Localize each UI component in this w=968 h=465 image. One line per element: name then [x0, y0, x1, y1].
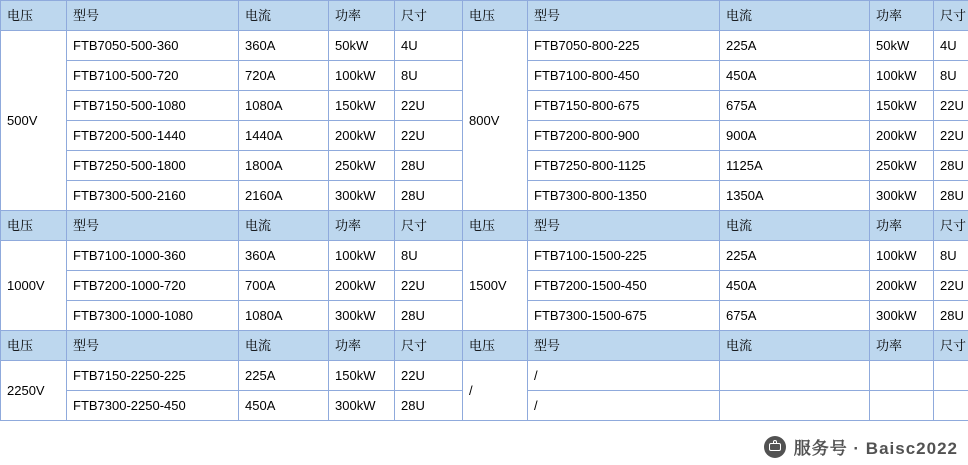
- size-cell: [934, 391, 968, 421]
- power-cell: 150kW: [329, 91, 395, 121]
- size-cell: 28U: [395, 391, 463, 421]
- col-header-model: 型号: [67, 211, 239, 241]
- model-cell: FTB7050-500-360: [67, 31, 239, 61]
- col-header-size: 尺寸: [395, 331, 463, 361]
- col-header-voltage: 电压: [1, 211, 67, 241]
- power-cell: 100kW: [329, 61, 395, 91]
- size-cell: 4U: [934, 31, 968, 61]
- power-cell: 250kW: [329, 151, 395, 181]
- current-cell: 1080A: [239, 301, 329, 331]
- col-header-size: 尺寸: [934, 211, 968, 241]
- power-cell: 100kW: [870, 61, 934, 91]
- table-row: [1, 241, 968, 271]
- model-cell: /: [528, 391, 720, 421]
- size-cell: 28U: [934, 181, 968, 211]
- table-header-row: [1, 211, 968, 241]
- voltage-group-cell: 2250V: [1, 361, 67, 421]
- col-header-voltage: 电压: [463, 1, 528, 31]
- current-cell: 1125A: [720, 151, 870, 181]
- wechat-account-icon: [764, 436, 786, 458]
- table-header-row: [1, 331, 968, 361]
- size-cell: 8U: [395, 241, 463, 271]
- table-row: [1, 361, 968, 391]
- power-cell: 200kW: [870, 271, 934, 301]
- model-cell: FTB7150-800-675: [528, 91, 720, 121]
- col-header-model: 型号: [67, 1, 239, 31]
- model-cell: FTB7250-500-1800: [67, 151, 239, 181]
- size-cell: 22U: [395, 91, 463, 121]
- voltage-group-cell: 500V: [1, 31, 67, 211]
- col-header-current: 电流: [239, 211, 329, 241]
- power-cell: 100kW: [329, 241, 395, 271]
- col-header-voltage: 电压: [1, 331, 67, 361]
- power-cell: [870, 361, 934, 391]
- size-cell: 22U: [395, 361, 463, 391]
- current-cell: 1800A: [239, 151, 329, 181]
- current-cell: 700A: [239, 271, 329, 301]
- size-cell: 22U: [395, 121, 463, 151]
- size-cell: 28U: [395, 181, 463, 211]
- current-cell: 900A: [720, 121, 870, 151]
- power-cell: 50kW: [870, 31, 934, 61]
- power-cell: 150kW: [870, 91, 934, 121]
- current-cell: 2160A: [239, 181, 329, 211]
- power-cell: 200kW: [329, 121, 395, 151]
- col-header-voltage: 电压: [463, 331, 528, 361]
- power-cell: 300kW: [870, 301, 934, 331]
- current-cell: 675A: [720, 91, 870, 121]
- current-cell: 675A: [720, 301, 870, 331]
- col-header-power: 功率: [329, 1, 395, 31]
- col-header-model: 型号: [528, 211, 720, 241]
- power-cell: 300kW: [329, 301, 395, 331]
- col-header-current: 电流: [239, 1, 329, 31]
- col-header-size: 尺寸: [395, 1, 463, 31]
- current-cell: 450A: [720, 271, 870, 301]
- current-cell: 450A: [720, 61, 870, 91]
- model-cell: FTB7250-800-1125: [528, 151, 720, 181]
- power-cell: 300kW: [329, 391, 395, 421]
- current-cell: 360A: [239, 241, 329, 271]
- size-cell: 28U: [395, 301, 463, 331]
- size-cell: [934, 361, 968, 391]
- size-cell: 8U: [934, 241, 968, 271]
- model-cell: FTB7150-500-1080: [67, 91, 239, 121]
- voltage-group-cell: /: [463, 361, 528, 421]
- model-cell: FTB7300-2250-450: [67, 391, 239, 421]
- col-header-model: 型号: [67, 331, 239, 361]
- current-cell: 450A: [239, 391, 329, 421]
- current-cell: 1350A: [720, 181, 870, 211]
- model-cell: FTB7100-800-450: [528, 61, 720, 91]
- power-cell: 100kW: [870, 241, 934, 271]
- size-cell: 22U: [395, 271, 463, 301]
- col-header-current: 电流: [720, 331, 870, 361]
- model-cell: FTB7300-800-1350: [528, 181, 720, 211]
- watermark: [764, 434, 958, 459]
- current-cell: 1080A: [239, 91, 329, 121]
- col-header-power: 功率: [870, 211, 934, 241]
- voltage-group-cell: 1000V: [1, 241, 67, 331]
- model-cell: FTB7300-1000-1080: [67, 301, 239, 331]
- model-cell: FTB7200-500-1440: [67, 121, 239, 151]
- size-cell: 8U: [934, 61, 968, 91]
- col-header-current: 电流: [720, 1, 870, 31]
- power-cell: 300kW: [870, 181, 934, 211]
- size-cell: 22U: [934, 271, 968, 301]
- col-header-size: 尺寸: [395, 211, 463, 241]
- model-cell: FTB7050-800-225: [528, 31, 720, 61]
- size-cell: 4U: [395, 31, 463, 61]
- power-cell: 200kW: [870, 121, 934, 151]
- model-cell: FTB7200-1000-720: [67, 271, 239, 301]
- size-cell: 22U: [934, 121, 968, 151]
- current-cell: [720, 361, 870, 391]
- current-cell: [720, 391, 870, 421]
- current-cell: 1440A: [239, 121, 329, 151]
- model-cell: FTB7200-1500-450: [528, 271, 720, 301]
- size-cell: 28U: [934, 301, 968, 331]
- model-cell: FTB7100-1500-225: [528, 241, 720, 271]
- power-cell: 200kW: [329, 271, 395, 301]
- model-cell: FTB7100-500-720: [67, 61, 239, 91]
- col-header-current: 电流: [239, 331, 329, 361]
- power-cell: 150kW: [329, 361, 395, 391]
- model-cell: /: [528, 361, 720, 391]
- power-cell: 300kW: [329, 181, 395, 211]
- col-header-voltage: 电压: [1, 1, 67, 31]
- power-cell: 50kW: [329, 31, 395, 61]
- col-header-voltage: 电压: [463, 211, 528, 241]
- col-header-model: 型号: [528, 331, 720, 361]
- model-cell: FTB7300-1500-675: [528, 301, 720, 331]
- size-cell: 22U: [934, 91, 968, 121]
- model-cell: FTB7200-800-900: [528, 121, 720, 151]
- table-header-row: [1, 1, 968, 31]
- model-cell: FTB7150-2250-225: [67, 361, 239, 391]
- voltage-group-cell: 1500V: [463, 241, 528, 331]
- col-header-current: 电流: [720, 211, 870, 241]
- col-header-power: 功率: [329, 211, 395, 241]
- voltage-group-cell: 800V: [463, 31, 528, 211]
- col-header-power: 功率: [870, 1, 934, 31]
- watermark-text: 服务号 · Baisc2022: [793, 439, 958, 458]
- current-cell: 360A: [239, 31, 329, 61]
- current-cell: 225A: [720, 241, 870, 271]
- size-cell: 8U: [395, 61, 463, 91]
- col-header-size: 尺寸: [934, 331, 968, 361]
- power-cell: [870, 391, 934, 421]
- current-cell: 720A: [239, 61, 329, 91]
- model-cell: FTB7100-1000-360: [67, 241, 239, 271]
- table-row: [1, 31, 968, 61]
- size-cell: 28U: [934, 151, 968, 181]
- size-cell: 28U: [395, 151, 463, 181]
- power-cell: 250kW: [870, 151, 934, 181]
- col-header-power: 功率: [329, 331, 395, 361]
- current-cell: 225A: [239, 361, 329, 391]
- col-header-size: 尺寸: [934, 1, 968, 31]
- col-header-power: 功率: [870, 331, 934, 361]
- col-header-model: 型号: [528, 1, 720, 31]
- model-cell: FTB7300-500-2160: [67, 181, 239, 211]
- current-cell: 225A: [720, 31, 870, 61]
